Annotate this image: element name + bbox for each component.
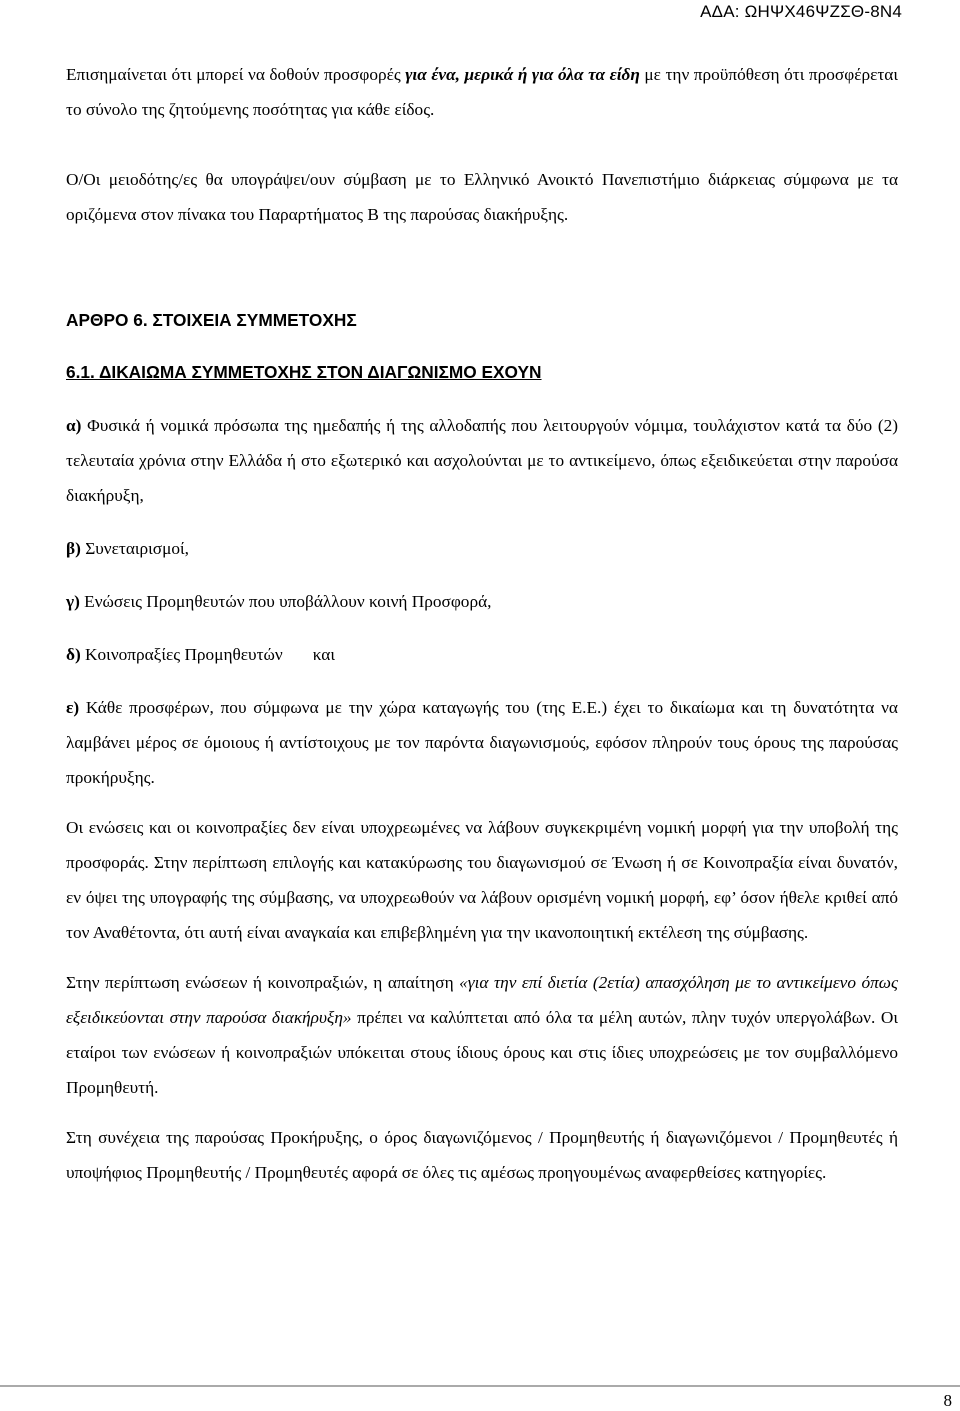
quoted-requirement: «για την επί διετία (2ετία) απασχόληση με το αντικείμενο όπως εξειδικεύονται στην παρούσα διακήρυξη» [66, 973, 898, 1027]
item-text: Ενώσεις Προμηθευτών που υποβάλλουν κοινή Προσφορά, [79, 592, 492, 611]
text: Επισημαίνεται ότι μπορεί να δοθούν προσφορές [66, 65, 406, 84]
list-item-c [66, 584, 898, 619]
section-subtitle: 6.1. ΔΙΚΑΙΩΜΑ ΣΥΜΜΕΤΟΧΗΣ ΣΤΟΝ ΔΙΑΓΩΝΙΣΜΟ ΕΧΟΥΝ [66, 362, 542, 382]
paragraph-contract: Ο/Οι μειοδότης/ες θα υπογράψει/ουν σύμβαση με το Ελληνικό Ανοικτό Πανεπιστήμιο διάρκειας σύμφωνα με τα οριζόμενα στον πίνακα του Παραρτήματος Β της παρούσας διακήρυξης. [66, 170, 898, 224]
text: με την προϋπόθεση ότι προσφέρεται το σύνολο της ζητούμενης ποσότητας για κάθε είδος. [66, 65, 898, 119]
item-label: ε) [66, 698, 80, 717]
text: Στην περίπτωση ενώσεων ή κοινοπραξιών, η απαίτηση [66, 973, 460, 992]
item-text: Κοινοπραξίες Προμηθευτών [80, 645, 283, 664]
list-item-e [66, 690, 898, 795]
paragraph-joint-ventures [66, 965, 898, 1105]
paragraph-offers [66, 57, 898, 127]
paragraph-terms: Στη συνέχεια της παρούσας Προκήρυξης, ο όρος διαγωνιζόμενος / Προμηθευτής ή διαγωνιζόμενοι / Προμηθευτές ή υποψήφιος Προμηθευτής / Προμηθευτές αφορά σε όλες τις αμέσως προηγουμένως αναφερθείσες κατηγορίες. [66, 1128, 898, 1182]
item-label: α) [66, 416, 82, 435]
item-conjunction: και [312, 645, 335, 664]
item-text: Φυσικά ή νομικά πρόσωπα της ημεδαπής ή της αλλοδαπής που λειτουργούν νόμιμα, τουλάχιστον κατά τα δύο (2) τελευταία χρόνια στην Ελλάδα ή στο εξωτερικό και ασχολούνται με το αντικείμενο, όπως εξειδικεύεται στην παρούσα διακήρυξη, [66, 416, 898, 505]
item-text: Συνεταιρισμοί, [80, 539, 189, 558]
item-label: β) [66, 539, 81, 558]
article-title: ΑΡΘΡΟ 6. ΣΤΟΙΧΕΙΑ ΣΥΜΜΕΤΟΧΗΣ [66, 310, 357, 330]
list-item-d [66, 637, 898, 672]
item-label: δ) [66, 645, 81, 664]
list-item-b [66, 531, 898, 566]
emphasis-text: για ένα, μερικά ή για όλα τα είδη [405, 65, 640, 84]
ada-code: ΑΔΑ: ΩΗΨΧ46ΨΖΣΘ-8Ν4 [700, 2, 902, 21]
page-footer [0, 1385, 960, 1410]
paragraph-unions: Οι ενώσεις και οι κοινοπραξίες δεν είναι υποχρεωμένες να λάβουν συγκεκριμένη νομική μορφή για την υποβολή της προσφοράς. Στην περίπτωση επιλογής και κατακύρωσης του διαγωνισμού σε Ένωση ή σε Κοινοπραξία είναι δυνατόν, εν όψει της υπογραφής της σύμβασης, να υποχρεωθούν να λάβουν ορισμένη νομική μορφή, εφ’ όσον ήθελε κριθεί από τον Αναθέτοντα, ότι αυτή είναι αναγκαία και επιβεβλημένη για την ικανοποιητική εκτέλεση της σύμβασης. [66, 818, 898, 942]
item-label: γ) [66, 592, 80, 611]
item-text: Κάθε προσφέρων, που σύμφωνα με την χώρα καταγωγής του (της Ε.Ε.) έχει το δικαίωμα και τη δυνατότητα να λαμβάνει μέρος σε όμοιους ή αντίστοιχους με τον παρόντα διαγωνισμούς, εφόσον πληρούν τους όρους της παρούσας προκήρυξης. [66, 698, 898, 787]
page-number: 8 [943, 1391, 952, 1410]
list-item-a [66, 408, 898, 513]
text: πρέπει να καλύπτεται από όλα τα μέλη αυτών, πλην τυχόν υπεργολάβων. Οι εταίροι των ενώσεων ή κοινοπραξιών υπόκειται στους ίδιους όρους και στις ίδιες υποχρεώσεις με τον συμβαλλόμενο Προμηθευτή. [66, 1008, 898, 1097]
document-body [66, 57, 898, 1190]
